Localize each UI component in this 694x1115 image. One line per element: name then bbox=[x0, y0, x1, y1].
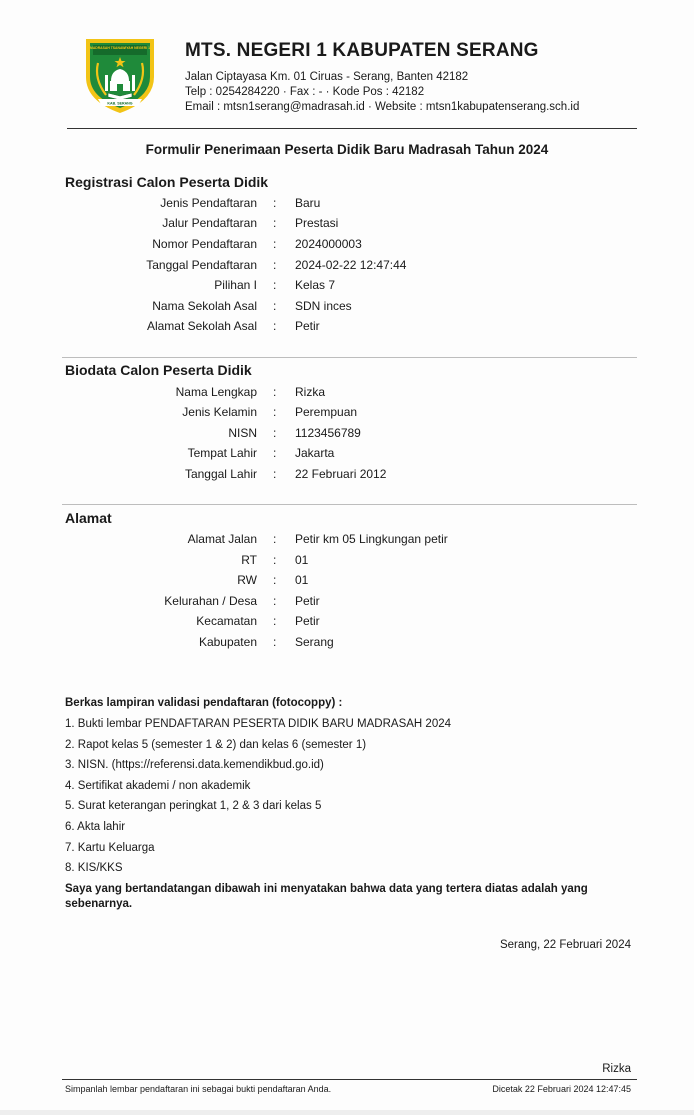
field-value: 2024-02-22 12:47:44 bbox=[295, 258, 407, 272]
attachment-item: 5. Surat keterangan peringkat 1, 2 & 3 dari kelas 5 bbox=[65, 800, 322, 812]
footer-note: Simpanlah lembar pendaftaran ini sebagai bukti pendaftaran Anda. bbox=[65, 1084, 332, 1094]
signature-place-date: Serang, 22 Februari 2024 bbox=[499, 939, 631, 951]
field-label: RT bbox=[241, 553, 257, 567]
section-heading-biodata: Biodata Calon Peserta Didik bbox=[65, 362, 252, 378]
attachments-heading: Berkas lampiran validasi pendaftaran (fotocoppy) : bbox=[65, 697, 343, 709]
biodata-row bbox=[0, 405, 694, 425]
field-colon: : bbox=[273, 216, 277, 230]
field-value: SDN inces bbox=[295, 299, 352, 313]
biodata-row bbox=[0, 385, 694, 405]
field-label: Pilihan I bbox=[214, 278, 257, 292]
document-title: Formulir Penerimaan Peserta Didik Baru Madrasah Tahun 2024 bbox=[145, 142, 549, 157]
alamat-row bbox=[0, 573, 694, 593]
field-value: Petir bbox=[295, 594, 320, 608]
field-value: Petir bbox=[295, 319, 320, 333]
field-value: 22 Februari 2012 bbox=[295, 467, 387, 481]
header-divider bbox=[67, 128, 637, 129]
field-label: Tanggal Pendaftaran bbox=[146, 258, 257, 272]
footer-printed-timestamp: Dicetak 22 Februari 2024 12:47:45 bbox=[492, 1084, 631, 1094]
field-colon: : bbox=[273, 532, 277, 546]
field-label: Nomor Pendaftaran bbox=[152, 237, 257, 251]
field-colon: : bbox=[273, 196, 277, 210]
field-value: Perempuan bbox=[295, 405, 358, 419]
registrasi-row bbox=[0, 237, 694, 257]
signer-name: Rizka bbox=[602, 1063, 631, 1075]
field-colon: : bbox=[273, 573, 277, 587]
biodata-row bbox=[0, 426, 694, 446]
field-label: Tanggal Lahir bbox=[184, 467, 257, 481]
field-value: Rizka bbox=[295, 385, 326, 399]
field-value: Baru bbox=[295, 196, 321, 210]
registrasi-row bbox=[0, 196, 694, 216]
field-label: Jalur Pendaftaran bbox=[162, 216, 257, 230]
field-value: Serang bbox=[295, 635, 334, 649]
field-colon: : bbox=[273, 405, 277, 419]
field-colon: : bbox=[273, 467, 277, 481]
field-value: 2024000003 bbox=[295, 237, 362, 251]
field-colon: : bbox=[273, 319, 277, 333]
attachment-item: 6. Akta lahir bbox=[65, 821, 126, 833]
field-label: Jenis Pendaftaran bbox=[160, 196, 257, 210]
attachment-item: 7. Kartu Keluarga bbox=[65, 842, 155, 854]
field-value: 01 bbox=[295, 573, 309, 587]
footer-divider bbox=[62, 1079, 637, 1080]
field-label: RW bbox=[237, 573, 257, 587]
field-label: Kabupaten bbox=[198, 635, 257, 649]
attachment-item: 3. NISN. (https://referensi.data.kemendikbud.go.id) bbox=[65, 759, 324, 771]
school-address: Jalan Ciptayasa Km. 01 Ciruas - Serang, Banten 42182 bbox=[185, 71, 469, 83]
section-divider bbox=[62, 504, 637, 505]
field-value: Petir bbox=[295, 614, 320, 628]
field-label: Alamat Sekolah Asal bbox=[146, 319, 257, 333]
field-colon: : bbox=[273, 614, 277, 628]
attachment-item: 8. KIS/KKS bbox=[65, 862, 123, 874]
registrasi-row bbox=[0, 216, 694, 236]
alamat-row bbox=[0, 532, 694, 552]
field-colon: : bbox=[273, 299, 277, 313]
field-colon: : bbox=[273, 594, 277, 608]
logo-top-text: MADRASAH TSANAWIYAH NEGERI 1 bbox=[90, 46, 150, 50]
field-label: Kecamatan bbox=[196, 614, 257, 628]
field-value: Jakarta bbox=[295, 446, 335, 460]
field-colon: : bbox=[273, 385, 277, 399]
field-colon: : bbox=[273, 237, 277, 251]
attachment-item: 2. Rapot kelas 5 (semester 1 & 2) dan kelas 6 (semester 1) bbox=[65, 739, 367, 751]
field-label: Nama Sekolah Asal bbox=[152, 299, 257, 313]
section-heading-alamat: Alamat bbox=[65, 510, 112, 526]
field-value: Kelas 7 bbox=[295, 278, 336, 292]
alamat-row bbox=[0, 594, 694, 614]
field-colon: : bbox=[273, 446, 277, 460]
field-value: 1123456789 bbox=[295, 426, 361, 440]
field-colon: : bbox=[273, 426, 277, 440]
section-heading-registrasi: Registrasi Calon Peserta Didik bbox=[65, 174, 269, 190]
biodata-row bbox=[0, 467, 694, 487]
registrasi-row bbox=[0, 258, 694, 278]
school-contact: Telp : 0254284220 · Fax : - · Kode Pos : 42182 bbox=[185, 86, 425, 98]
field-label: Nama Lengkap bbox=[175, 385, 257, 399]
logo-ribbon-text: KAB. SERANG bbox=[107, 101, 133, 106]
registrasi-row bbox=[0, 319, 694, 339]
field-label: Tempat Lahir bbox=[187, 446, 257, 460]
madrasah-emblem-logo bbox=[80, 33, 160, 115]
school-name: MTS. NEGERI 1 KABUPATEN SERANG bbox=[185, 40, 539, 61]
field-label: Alamat Jalan bbox=[187, 532, 257, 546]
page-bottom-edge bbox=[0, 1110, 694, 1115]
school-email-website: Email : mtsn1serang@madrasah.id · Website : mtsn1kabupatenserang.sch.id bbox=[185, 101, 580, 113]
registrasi-row bbox=[0, 278, 694, 298]
attachment-item: 4. Sertifikat akademi / non akademik bbox=[65, 780, 251, 792]
field-value: Prestasi bbox=[295, 216, 339, 230]
field-colon: : bbox=[273, 278, 277, 292]
field-label: Kelurahan / Desa bbox=[164, 594, 257, 608]
field-colon: : bbox=[273, 553, 277, 567]
field-colon: : bbox=[273, 258, 277, 272]
alamat-row bbox=[0, 553, 694, 573]
field-value: Petir km 05 Lingkungan petir bbox=[295, 532, 448, 546]
field-label: NISN bbox=[228, 426, 257, 440]
declaration-statement: Saya yang bertandatangan dibawah ini menyatakan bahwa data yang tertera diatas adalah yang sebenarnya. bbox=[65, 883, 588, 910]
alamat-row bbox=[0, 614, 694, 634]
biodata-row bbox=[0, 446, 694, 466]
attachment-item: 1. Bukti lembar PENDAFTARAN PESERTA DIDIK BARU MADRASAH 2024 bbox=[65, 718, 452, 730]
field-label: Jenis Kelamin bbox=[182, 405, 257, 419]
field-colon: : bbox=[273, 635, 277, 649]
section-divider bbox=[62, 357, 637, 358]
registrasi-row bbox=[0, 299, 694, 319]
alamat-row bbox=[0, 635, 694, 655]
field-value: 01 bbox=[295, 553, 309, 567]
